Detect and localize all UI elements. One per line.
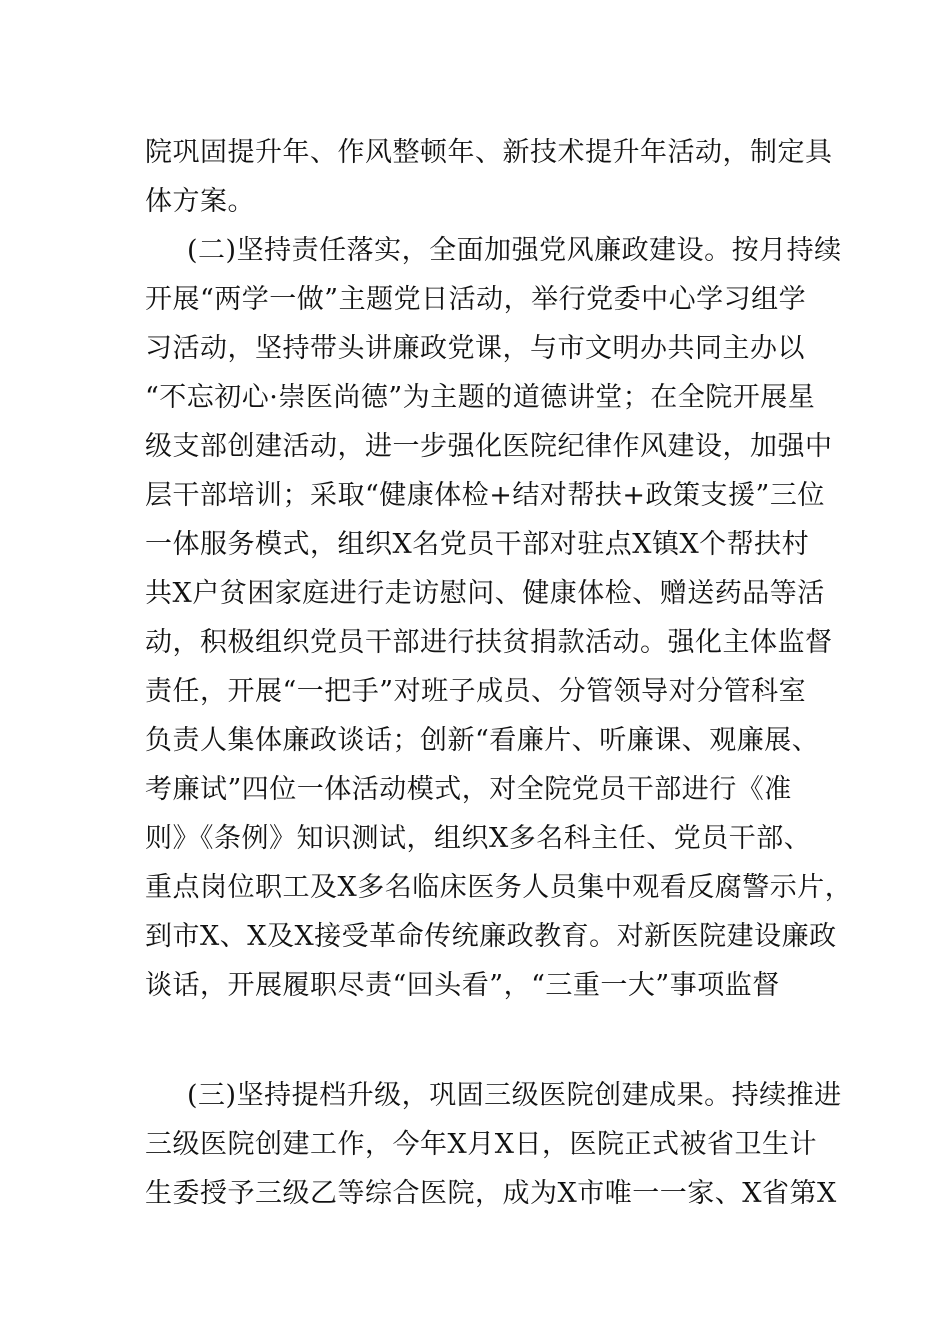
text-line: 到市X、X及X接受革命传统廉政教育。对新医院建设廉政 xyxy=(145,921,837,952)
text-line: 则》《条例》知识测试，组织X多名科主任、党员干部、 xyxy=(145,823,812,854)
text-line: 一体服务模式，组织X名党员干部对驻点X镇X个帮扶村 xyxy=(145,529,810,560)
text-line: 责任，开展“一把手”对班子成员、分管领导对分管科室 xyxy=(145,676,807,707)
text-line: 共X户贫困家庭进行走访慰问、健康体检、赠送药品等活 xyxy=(145,578,825,609)
text-line: “不忘初心·崇医尚德”为主题的道德讲堂；在全院开展星 xyxy=(145,382,816,413)
text-line: 谈话，开展履职尽责“回头看”，“三重一大”事项监督 xyxy=(145,970,780,1001)
text-line: 重点岗位职工及X多名临床医务人员集中观看反腐警示片， xyxy=(145,872,853,903)
text-line: 三级医院创建工作，今年X月X日，医院正式被省卫生计 xyxy=(145,1129,817,1160)
text-line: 院巩固提升年、作风整顿年、新技术提升年活动，制定具 xyxy=(145,137,833,168)
paragraph-continuation xyxy=(145,128,833,226)
text-line: 考廉试”四位一体活动模式，对全院党员干部进行《准 xyxy=(145,774,792,805)
text-line: (三)坚持提档升级，巩固三级医院创建成果。持续推进 xyxy=(187,1080,842,1111)
text-line: 生委授予三级乙等综合医院，成为X市唯一一家、X省第X xyxy=(145,1178,837,1209)
text-line: 动，积极组织党员干部进行扶贫捐款活动。强化主体监督 xyxy=(145,627,833,658)
text-line: 体方案。 xyxy=(145,186,255,217)
paragraph-section-3 xyxy=(145,1071,842,1218)
text-line: 级支部创建活动，进一步强化医院纪律作风建设，加强中 xyxy=(145,431,833,462)
text-line: 习活动，坚持带头讲廉政党课，与市文明办共同主办以 xyxy=(145,333,805,364)
text-line: (二)坚持责任落实，全面加强党风廉政建设。按月持续 xyxy=(187,235,842,266)
text-line: 负责人集体廉政谈话；创新“看廉片、听廉课、观廉展、 xyxy=(145,725,820,756)
text-line: 层干部培训；采取“健康体检+结对帮扶+政策支援”三位 xyxy=(145,480,825,511)
paragraph-section-2 xyxy=(145,226,853,1010)
text-line: 开展“两学一做”主题党日活动，举行党委中心学习组学 xyxy=(145,284,807,315)
